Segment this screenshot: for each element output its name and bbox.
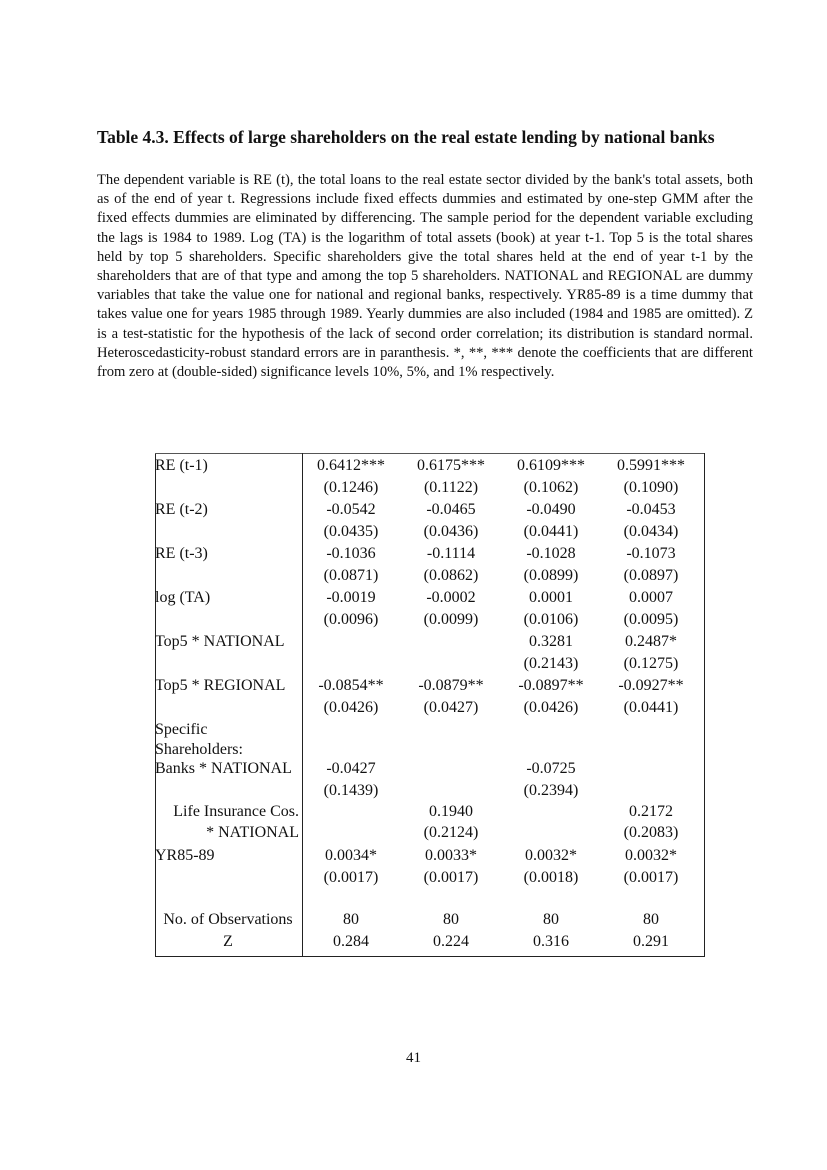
cell-col4: (0.0897): [623, 567, 679, 584]
cell-col1: (0.0435): [323, 523, 379, 540]
cell-col4: (0.0434): [623, 523, 679, 540]
cell-col2: (0.1122): [423, 479, 479, 496]
table-row: [155, 719, 704, 741]
cell-col4: (0.0095): [623, 611, 679, 628]
cell-col4: 0.2172: [629, 803, 673, 820]
table-row: [155, 867, 704, 889]
cell-col3: 0.0001: [529, 589, 573, 606]
cell-col3: 0.0032*: [525, 847, 577, 864]
cell-col4: (0.0017): [623, 869, 679, 886]
table-row: [155, 653, 704, 675]
cell-col1: -0.0019: [326, 589, 376, 606]
row-label: Shareholders:: [155, 741, 243, 758]
cell-col4: 0.0032*: [625, 847, 677, 864]
cell-col1: -0.0854**: [318, 677, 384, 694]
table-row: [155, 697, 704, 719]
table-row: [155, 499, 704, 521]
table-row: [155, 565, 704, 587]
cell-col2: -0.0002: [426, 589, 476, 606]
cell-col2: (0.0427): [423, 699, 479, 716]
row-label: Banks * NATIONAL: [155, 760, 292, 777]
cell-col3: -0.0897**: [518, 677, 584, 694]
cell-col1: (0.1439): [323, 782, 379, 799]
cell-col1: 0.284: [333, 933, 369, 950]
cell-col1: (0.0096): [323, 611, 379, 628]
row-label: Top5 * REGIONAL: [155, 677, 286, 694]
cell-col2: 0.1940: [429, 803, 473, 820]
cell-col3: 80: [543, 911, 559, 928]
table-row: [155, 455, 704, 477]
cell-col2: -0.0465: [426, 501, 476, 518]
cell-col1: (0.0871): [323, 567, 379, 584]
cell-col3: -0.1028: [526, 545, 576, 562]
cell-col4: (0.1275): [623, 655, 679, 672]
cell-col1: (0.0426): [323, 699, 379, 716]
table-row: [155, 822, 704, 844]
cell-col2: (0.0862): [423, 567, 479, 584]
cell-col4: -0.0927**: [618, 677, 684, 694]
cell-col2: (0.0017): [423, 869, 479, 886]
cell-col1: -0.1036: [326, 545, 376, 562]
table-row: [155, 587, 704, 609]
row-label: Specific: [155, 721, 208, 738]
cell-col3: (0.0018): [523, 869, 579, 886]
cell-col2: 0.6175***: [417, 457, 485, 474]
table-row: [155, 931, 704, 953]
cell-col2: (0.0436): [423, 523, 479, 540]
cell-col4: 0.291: [633, 933, 669, 950]
cell-col3: (0.0899): [523, 567, 579, 584]
row-label: Z: [223, 933, 233, 950]
cell-col2: 0.224: [433, 933, 469, 950]
cell-col4: -0.1073: [626, 545, 676, 562]
cell-col4: (0.0441): [623, 699, 679, 716]
cell-col1: (0.0017): [323, 869, 379, 886]
cell-col4: 80: [643, 911, 659, 928]
cell-col4: (0.2083): [623, 824, 679, 841]
cell-col1: (0.1246): [323, 479, 379, 496]
table-row: [155, 801, 704, 823]
table-row: [155, 845, 704, 867]
cell-col1: 80: [343, 911, 359, 928]
cell-col1: -0.0542: [326, 501, 376, 518]
table-row: [155, 543, 704, 565]
table-row: [155, 758, 704, 780]
cell-col3: -0.0725: [526, 760, 576, 777]
row-label: YR85-89: [155, 847, 215, 864]
cell-col4: 0.0007: [629, 589, 673, 606]
row-label: * NATIONAL: [206, 824, 299, 841]
cell-col1: 0.6412***: [317, 457, 385, 474]
cell-col3: (0.2143): [523, 655, 579, 672]
cell-col4: 0.2487*: [625, 633, 677, 650]
cell-col4: 0.5991***: [617, 457, 685, 474]
cell-col2: (0.2124): [423, 824, 479, 841]
cell-col3: (0.1062): [523, 479, 579, 496]
row-label: log (TA): [155, 589, 211, 606]
cell-col4: -0.0453: [626, 501, 676, 518]
table-row: [155, 909, 704, 931]
table-top-rule: [155, 453, 704, 454]
cell-col3: (0.0106): [523, 611, 579, 628]
cell-col2: 0.0033*: [425, 847, 477, 864]
cell-col3: 0.6109***: [517, 457, 585, 474]
table-row: [155, 631, 704, 653]
row-label: RE (t-2): [155, 501, 208, 518]
table-row: [155, 675, 704, 697]
cell-col2: -0.1114: [426, 545, 476, 562]
cell-col1: -0.0427: [326, 760, 376, 777]
table-title: Table 4.3. Effects of large shareholders on the real estate lending by national banks: [97, 127, 715, 147]
row-label: RE (t-1): [155, 457, 208, 474]
page-number: 41: [406, 1050, 421, 1066]
cell-col3: (0.0426): [523, 699, 579, 716]
row-label: Top5 * NATIONAL: [155, 633, 285, 650]
table-row: [155, 780, 704, 802]
table-caption: The dependent variable is RE (t), the total loans to the real estate sector divided by the bank's total assets, both as of the end of year t. Regressions include fixed effects dummies and estimated by one-step GMM after the fixed effects dummies are eliminated by differencing. The sample period for the dependent variable excluding the lags is 1984 to 1989. Log (TA) is the logarithm of total assets (book) at year t-1. Top 5 is the total shares held by top 5 shareholders. Specific shareholders give the total shares held at the end of year t-1 by the shareholders that are of that type and among the top 5 shareholders. NATIONAL and REGIONAL are dummy variables that take the value one for national and regional banks, respectively. YR85-89 is a time dummy that takes value one for years 1985 through 1989. Yearly dummies are also included (1984 and 1985 are omitted). Z is a test-statistic for the hypothesis of the lack of second order correlation; its distribution is standard normal. Heteroscedasticity-robust standard errors are in paranthesis. *, **, *** denote the coefficients that are different from zero at (double-sided) significance levels 10%, 5%, and 1% respectively.: [97, 172, 753, 381]
table-row: [155, 521, 704, 543]
row-label: RE (t-3): [155, 545, 208, 562]
row-label: No. of Observations: [163, 911, 293, 928]
cell-col2: -0.0879**: [418, 677, 484, 694]
cell-col3: 0.316: [533, 933, 569, 950]
cell-col2: 80: [443, 911, 459, 928]
cell-col4: (0.1090): [623, 479, 679, 496]
row-label: Life Insurance Cos.: [173, 803, 299, 820]
cell-col1: 0.0034*: [325, 847, 377, 864]
cell-col3: (0.2394): [523, 782, 579, 799]
table-row: [155, 609, 704, 631]
cell-col2: (0.0099): [423, 611, 479, 628]
cell-col3: -0.0490: [526, 501, 576, 518]
cell-col3: (0.0441): [523, 523, 579, 540]
table-row: [155, 477, 704, 499]
cell-col3: 0.3281: [529, 633, 573, 650]
